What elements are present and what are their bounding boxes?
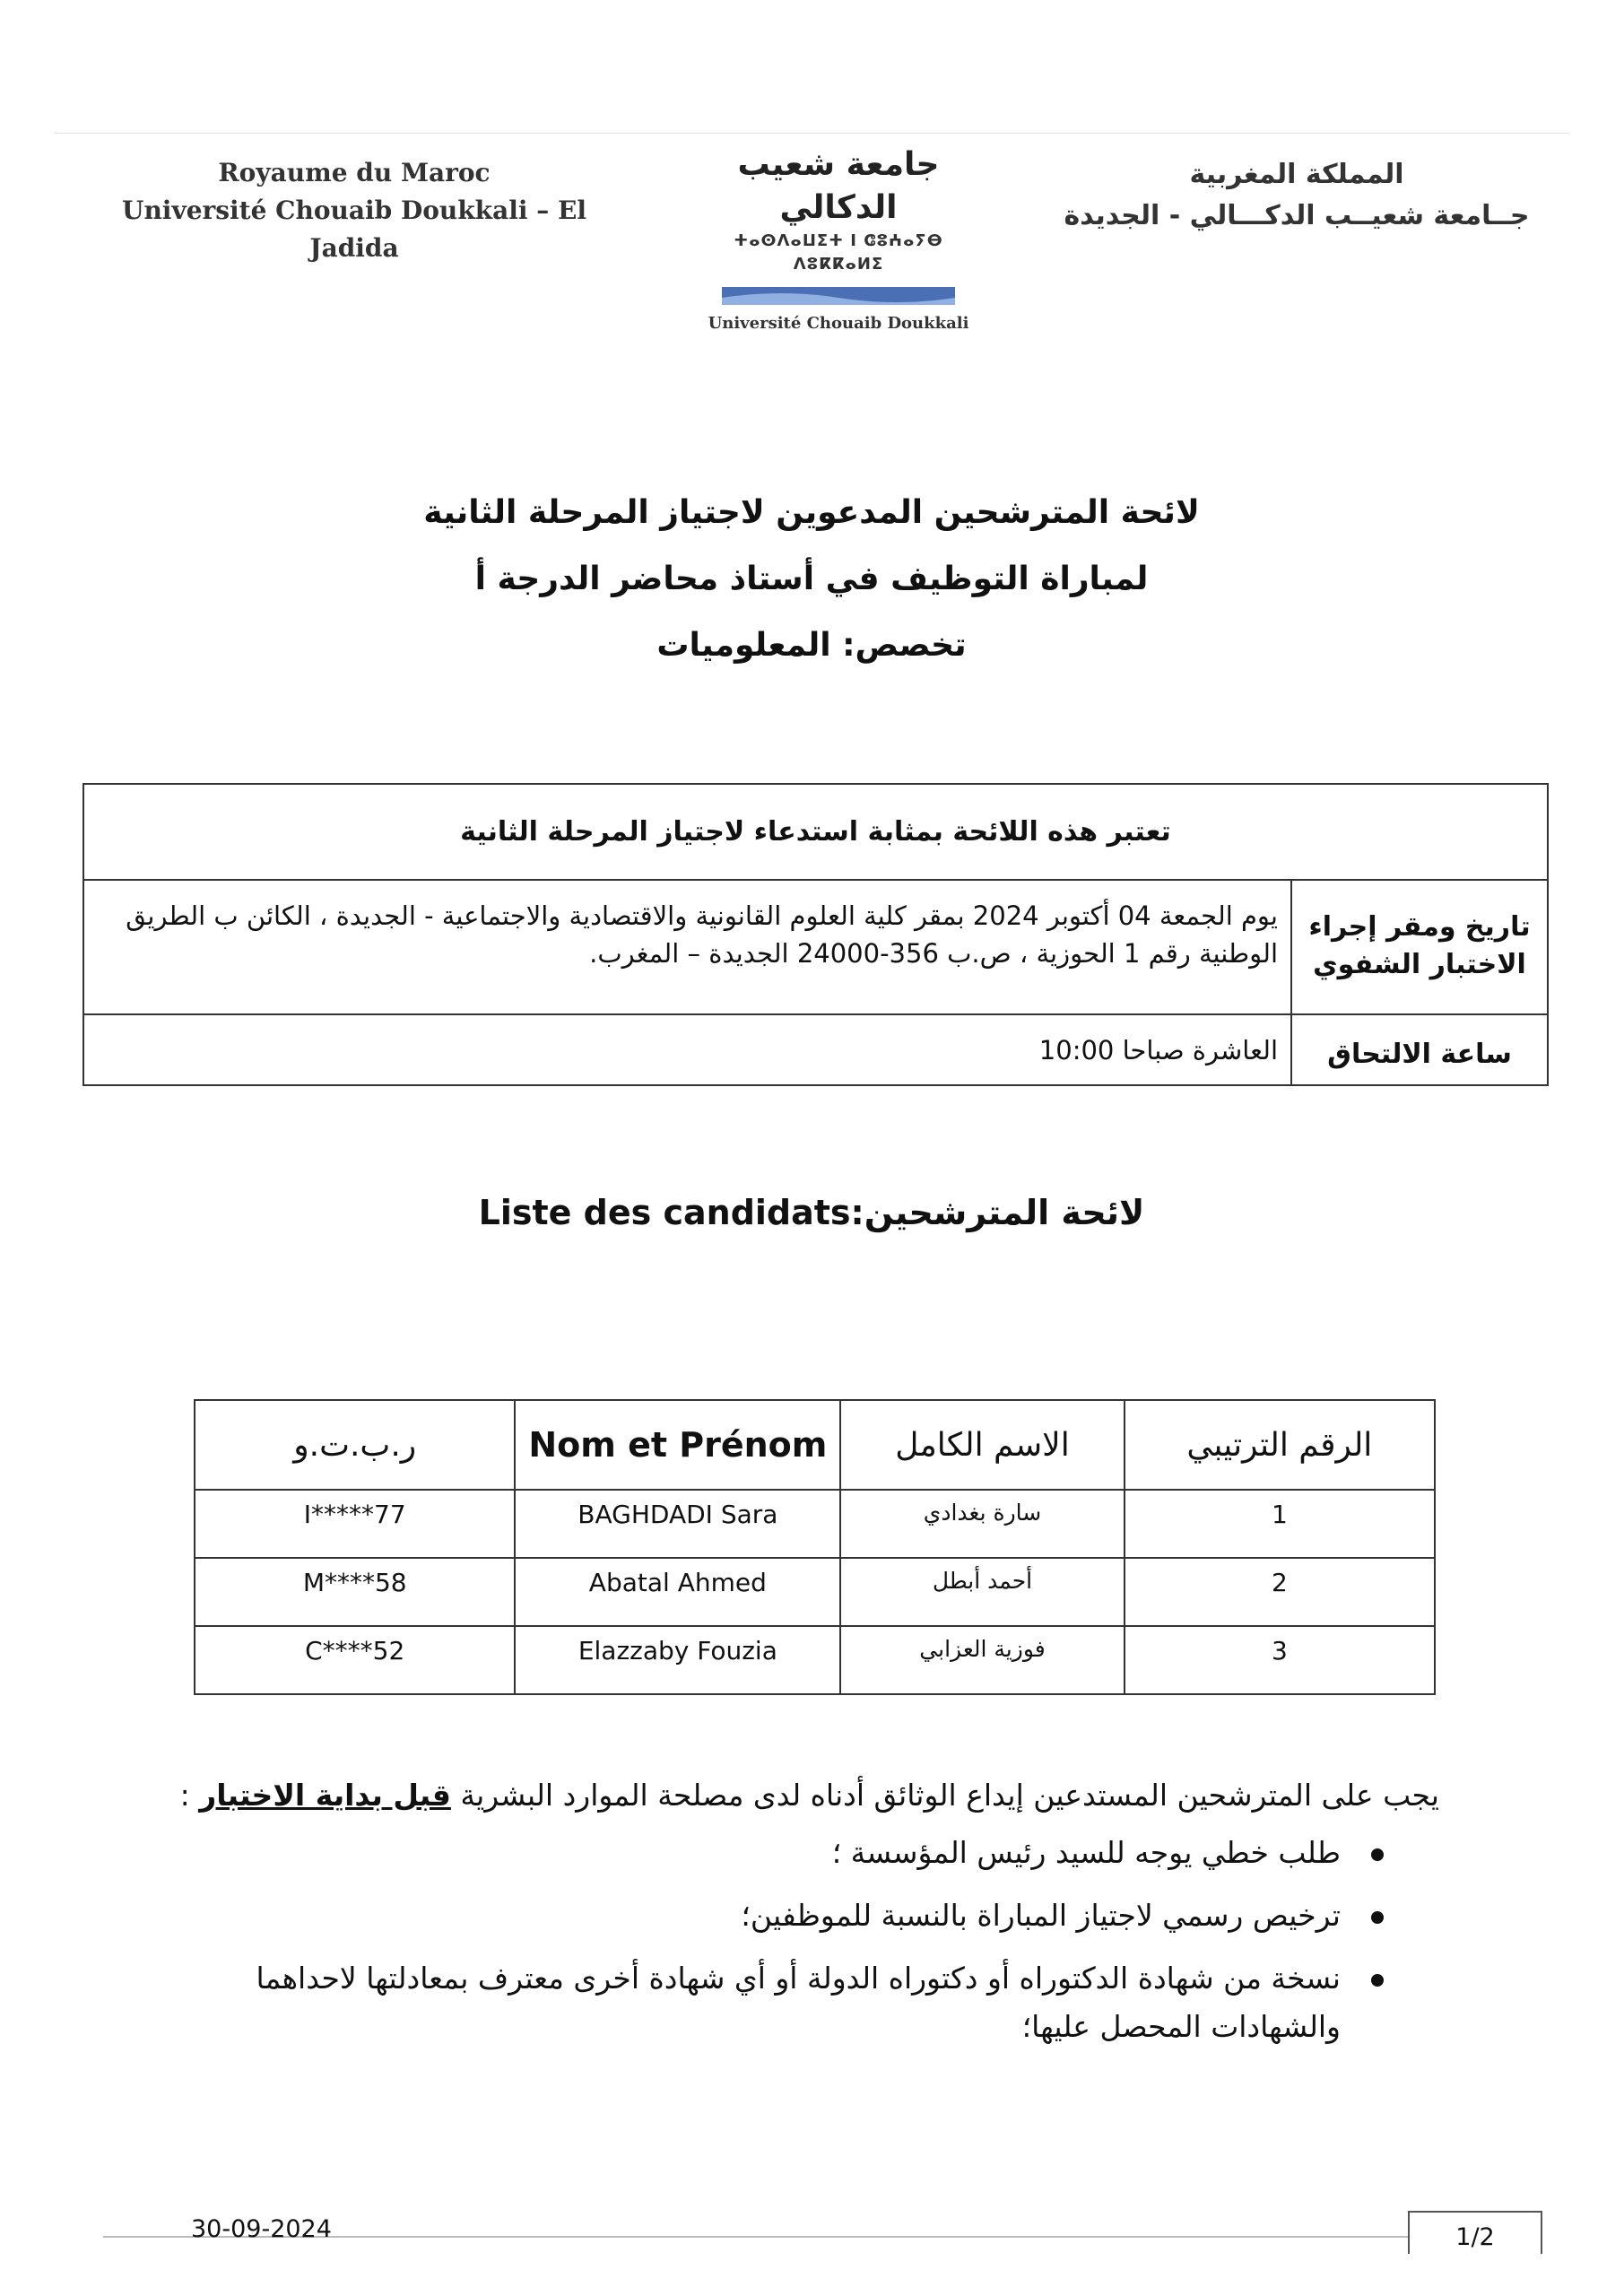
logo-tifinagh-text: ⵜⴰⵙⴷⴰⵡⵉⵜ ⵏ ⵛⵓⵄⴰⵢⴱ ⴷⵓⴽⴽⴰⵍⵉ	[734, 231, 943, 274]
list-heading-ar: لائحة المترشحين:	[850, 1193, 1145, 1232]
table-header-row	[195, 1400, 1435, 1490]
title-line-2: لمباراة التوظيف في أستاذ محاضر الدرجة أ	[474, 561, 1149, 597]
col-header-name-ar: الاسم الكامل	[840, 1400, 1124, 1490]
table-row	[195, 1490, 1435, 1558]
table-row	[195, 1558, 1435, 1626]
cell-name-ar: سارة بغدادي	[840, 1490, 1124, 1558]
info-label-date-place: تاريخ ومقر إجراء الاختبار الشفوي	[1290, 879, 1547, 1013]
cell-name-fr: Elazzaby Fouzia	[515, 1626, 840, 1694]
cell-name-fr: Abatal Ahmed	[515, 1558, 840, 1626]
cell-name-fr: BAGHDADI Sara	[515, 1490, 840, 1558]
list-heading-fr: Liste des candidats	[478, 1193, 851, 1232]
header-french	[85, 154, 623, 267]
cell-id: C****52	[195, 1626, 515, 1694]
instructions-intro	[179, 1771, 1439, 1820]
info-value-date-place: يوم الجمعة 04 أكتوبر 2024 بمقر كلية العلوم القانونية والاقتصادية والاجتماعية - الجديدة ، الكائن ب الطريق الوطنية رقم 1 الحوزية ، ص.ب 356-24000 الجديدة – المغرب.	[126, 900, 1278, 969]
col-header-name-fr: Nom et Prénom	[515, 1400, 840, 1490]
header-ar-university: جــامعة شعيــب الدكـــالي - الجديدة	[1064, 200, 1530, 231]
instructions-colon: :	[179, 1778, 200, 1813]
table-row	[195, 1626, 1435, 1694]
logo-arabic-text: جامعة شعيب الدكالي	[737, 146, 940, 226]
convocation-info-box	[83, 783, 1549, 1086]
instructions-emphasis: قبل بداية الاختبار	[199, 1778, 451, 1813]
header-fr-kingdom: Royaume du Maroc	[218, 158, 491, 187]
title-line-3: تخصص: المعلوميات	[656, 627, 967, 664]
info-box-heading: تعتبر هذه اللائحة بمثابة استدعاء لاجتياز المرحلة الثانية	[84, 785, 1547, 881]
cell-number: 2	[1125, 1558, 1435, 1626]
info-value-time: العاشرة صباحا 10:00	[1038, 1035, 1278, 1065]
info-row-time	[84, 1015, 1547, 1084]
logo-emblem-icon	[722, 287, 955, 305]
cell-id: M****58	[195, 1558, 515, 1626]
logo-french-text: Université Chouaib Doukkali	[708, 314, 969, 333]
cell-name-ar: فوزية العزابي	[840, 1626, 1124, 1694]
cell-number: 3	[1125, 1626, 1435, 1694]
university-logo	[690, 144, 986, 333]
info-label-time: ساعة الالتحاق	[1290, 1015, 1547, 1084]
candidates-table	[194, 1399, 1436, 1695]
header-divider	[54, 133, 1569, 134]
info-row-date-place	[84, 879, 1547, 1015]
title-line-1: لائحة المترشحين المدعوين لاجتياز المرحلة الثانية	[423, 494, 1200, 531]
header-arabic	[1046, 154, 1548, 237]
document-date: 30-09-2024	[191, 2215, 332, 2243]
list-item: ترخيص رسمي لاجتياز المباراة بالنسبة للموظفين؛	[179, 1892, 1341, 1940]
document-titles	[269, 480, 1354, 679]
col-header-id: ر.ب.ت.و	[195, 1400, 515, 1490]
header-fr-university: Université Chouaib Doukkali – El Jadida	[122, 196, 586, 263]
list-item: طلب خطي يوجه للسيد رئيس المؤسسة ؛	[179, 1829, 1341, 1877]
cell-id: I*****77	[195, 1490, 515, 1558]
instructions-intro-text: يجب على المترشحين المستدعين إيداع الوثائق أدناه لدى مصلحة الموارد البشرية	[450, 1778, 1439, 1813]
instructions	[179, 1771, 1439, 2066]
page-number: 1/2	[1408, 2211, 1542, 2254]
candidates-list-heading	[269, 1193, 1354, 1232]
required-documents-list	[179, 1829, 1439, 2051]
cell-name-ar: أحمد أبطل	[840, 1558, 1124, 1626]
cell-number: 1	[1125, 1490, 1435, 1558]
list-item: نسخة من شهادة الدكتوراه أو دكتوراه الدولة أو أي شهادة أخرى معترف بمعادلتها لاحداهما والشهادات المحصل عليها؛	[179, 1954, 1341, 2051]
header-ar-kingdom: المملكة المغربية	[1189, 159, 1404, 190]
col-header-number: الرقم الترتيبي	[1125, 1400, 1435, 1490]
